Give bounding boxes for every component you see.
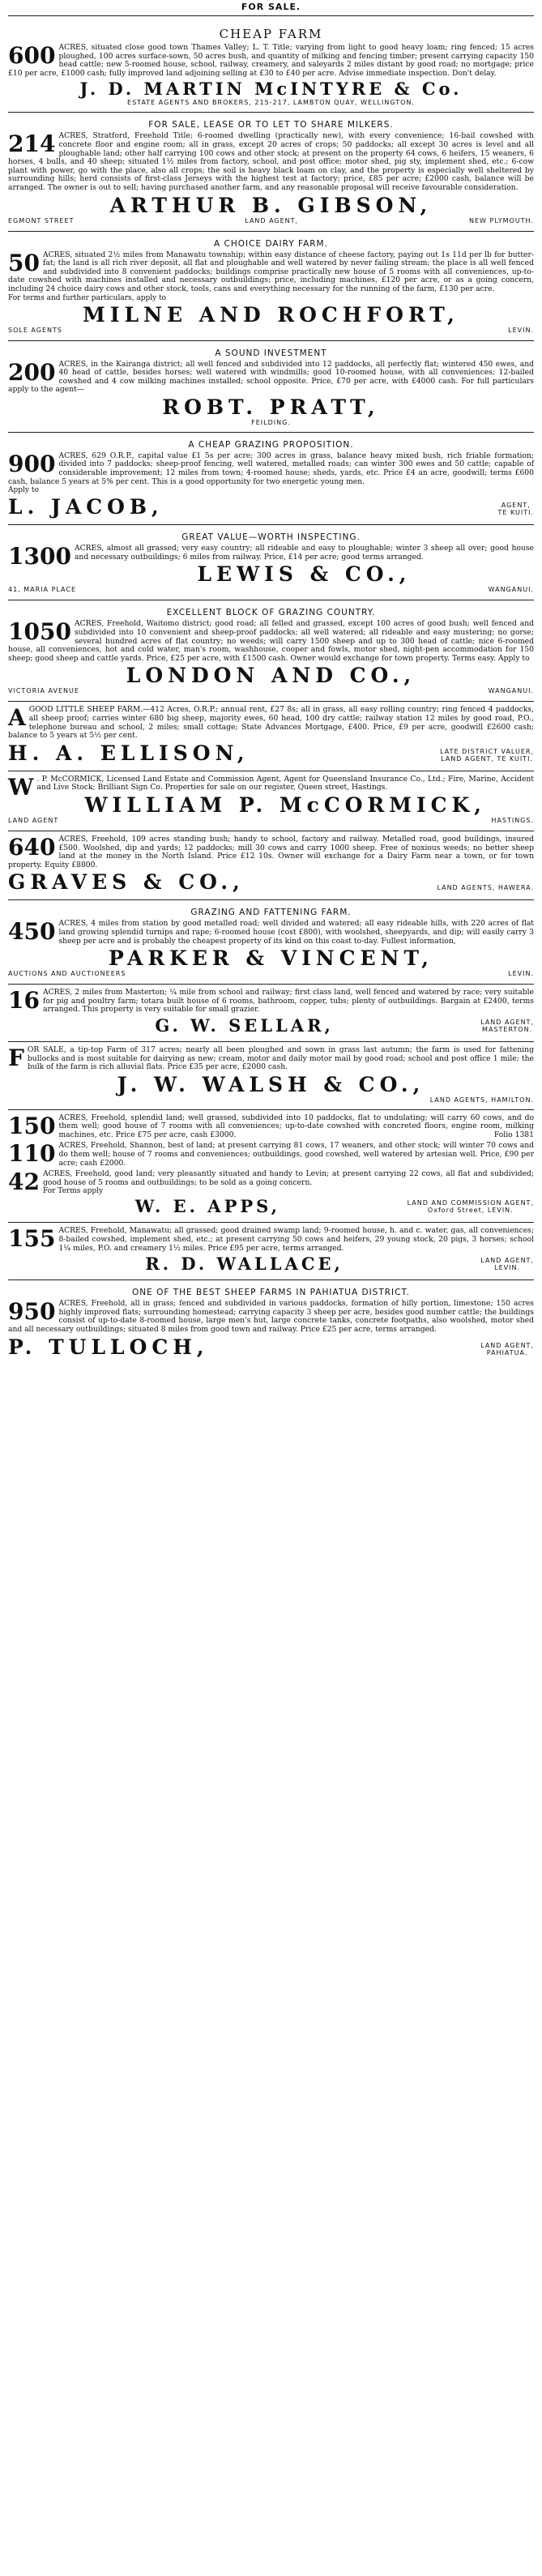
ad-body <box>8 920 534 946</box>
agent-block <box>8 1253 534 1274</box>
agent-address-row <box>8 687 534 695</box>
newspaper-page <box>8 0 534 1362</box>
ad-body <box>8 358 534 395</box>
acreage-number: 50 <box>8 249 40 276</box>
agent-block <box>8 1195 534 1216</box>
classified-ad <box>8 1225 534 1277</box>
ad-heading: A CHEAP GRAZING PROPOSITION. <box>188 439 354 450</box>
agent-name: L. JACOB, <box>8 495 164 519</box>
classified-ad <box>8 528 534 597</box>
agent-name: LEWIS & CO., <box>197 562 412 587</box>
ad-body <box>8 44 534 78</box>
classified-ad <box>8 903 534 981</box>
side-caption-top: LAND AND COMMISSION AGENT, <box>407 1199 534 1207</box>
acreage-number: 950 <box>8 1298 56 1326</box>
classified-ad <box>8 1113 534 1220</box>
address-right: WANGANUI. <box>488 586 534 594</box>
divider <box>8 1041 534 1042</box>
ad-body <box>8 251 534 294</box>
ad-text: ACRES, situated 2½ miles from Manawatu township; within easy distance of cheese factory, paying out 1s 11d per lb for butter-fat; the land is all rich river deposit, all flat and ploughable and well watered by never failing stream; the place is all well fenced and subdivided into 8 convenient paddocks; buildings comprise practically new house of 5 rooms with all conveniences, up-to-date cowshed with machines installed and necessary outbuildings; price, including machines, £120 per acre, or as a going concern, including 24 choice dairy cows and other stock, tools, cans and everything necessary for the running of the farm, £130 per acre. <box>8 250 534 293</box>
agent-name: PARKER & VINCENT, <box>109 946 433 971</box>
side-caption-bottom: MASTERTON. <box>482 1025 533 1033</box>
acreage-number: 1050 <box>8 618 71 646</box>
agent-block <box>8 741 534 765</box>
drop-cap: F <box>8 1044 24 1071</box>
agent-side-caption: LAND AGENTS, HAWERA. <box>437 884 534 892</box>
classified-ad <box>8 435 534 522</box>
agent-block <box>8 1015 534 1036</box>
divider <box>8 524 534 525</box>
acreage-number: 1300 <box>8 543 71 570</box>
acreage-number: 600 <box>8 42 56 69</box>
ad-body <box>8 620 534 663</box>
agent-address-row <box>8 217 534 225</box>
ad-text: ACRES, Freehold, Shannon, best of land; at present carrying 81 cows, 17 weaners, and other stock; will winter 70 cows and do them well; house of 7 rooms and conveniences; outbuildings, good cowshed, well watered by artesian well. Price, £90 per acre; cash £2000. <box>58 1141 534 1168</box>
ad-text: ACRES, Freehold, Waitomo district; good road; all felled and grassed, except 100 acres of good bush; well fenced and subdivided into 10 convenient and sheep-proof paddocks; all well watered; all rideable and easy mustering; no gorse; several hundred acres of flat country; no weeds; will carry 1500 sheep and up to 300 head of cattle; nice 6-roomed house, all conveniences, hot and cold water, man's room, washhouse, cooper and fowls, motor shed, night-pen accommodation for 150 sheep; good sheep and cattle yards. Price, £25 per acre, with £1500 cash. Owner would exchange for town property. Terms easy. Apply to <box>8 619 534 663</box>
address-left: 41, MARIA PLACE <box>8 586 77 594</box>
ad-body <box>8 1300 534 1334</box>
agent-address: ESTATE AGENTS AND BROKERS, 215-217, LAMBTON QUAY, WELLINGTON. <box>127 99 415 107</box>
ad-body <box>8 1114 534 1140</box>
ad-heading: ONE OF THE BEST SHEEP FARMS IN PAHIATUA DISTRICT. <box>132 1288 410 1298</box>
classified-ad <box>8 344 534 429</box>
agent-address: FEILDING. <box>251 418 291 426</box>
ad-text: ACRES, almost all grassed; very easy country; all rideable and easy to ploughable; winter 3 sheep all over; good house and necessary outbuildings; 6 miles from railway. Price, £14 per acre; good terms arranged. <box>74 544 534 562</box>
address-left: AUCTIONS AND AUCTIONEERS <box>8 970 126 978</box>
side-caption-bottom: PAHIATUA. <box>486 1348 528 1356</box>
side-caption-top: AGENT, <box>501 502 531 510</box>
ad-heading: GRAZING AND FATTENING FARM. <box>190 908 352 918</box>
divider <box>8 899 534 900</box>
divider <box>8 984 534 985</box>
side-caption-top: LATE DISTRICT VALUER, <box>440 747 534 755</box>
apply-line: For terms and further particulars, apply to <box>8 293 167 302</box>
agent-name: WILLIAM P. McCORMICK, <box>84 792 486 817</box>
agent-address-row <box>8 970 534 978</box>
address-right: WANGANUI. <box>488 687 534 695</box>
agent-name: J. W. WALSH & CO., <box>117 1072 425 1096</box>
divider <box>8 1109 534 1110</box>
acreage-number: 214 <box>8 130 56 158</box>
ad-heading: GREAT VALUE—WORTH INSPECTING. <box>181 532 361 543</box>
ad-body <box>8 1046 534 1072</box>
divider <box>8 1222 534 1223</box>
classified-ad <box>8 115 534 228</box>
agent-address-row <box>8 817 534 825</box>
ad-body <box>8 989 534 1015</box>
agent-name: LONDON AND CO., <box>126 664 416 688</box>
drop-cap: W <box>8 773 34 801</box>
apply-line: For Terms apply <box>42 1187 104 1196</box>
classified-ad <box>8 987 534 1039</box>
classified-ad <box>8 234 534 338</box>
ad-text: ACRES, 629 O.R.P., capital value £1 5s per acre; 300 acres in grass, balance heavy mixed bush, rich friable formation; divided into 7 paddocks; sheep-proof fencing, well watered, metalled roads; can winter 300 ewes and 50 cattle; capable of considerable improvement; 12 miles from town; 4-roomed house; sheds, yards, etc. Price £4 an acre, goodwill; terms £600 cash, balance 5 years at 5% per cent. This is a good opportunity for two energetic young men. <box>8 451 534 486</box>
agent-name: MILNE AND ROCHFORT, <box>83 302 459 327</box>
agent-block <box>8 1335 534 1359</box>
ad-text: ACRES, Freehold, Manawatu; all grassed; good drained swamp land; 9-roomed house, h. and c. water, gas, all conveniences; 8-bailed cowshed, implement shed, etc.; at present carrying 50 cows and heifers, 29 young stock, 20 pigs, 3 horses; school 1¼ miles, P.O. and creamery 1½ miles. Price £95 per acre, terms arranged. <box>58 1226 534 1253</box>
address-left: EGMONT STREET <box>8 216 75 224</box>
divider <box>8 701 534 702</box>
agent-name: J. D. MARTIN McINTYRE & Co. <box>79 79 463 100</box>
acreage-number: 16 <box>8 987 40 1015</box>
classified-ad <box>8 603 534 698</box>
address-mid: LAND AGENT, <box>245 216 299 224</box>
divider <box>8 432 534 433</box>
acreage-number: 110 <box>8 1140 56 1168</box>
ad-text: ACRES, Freehold, good land; very pleasantly situated and handy to Levin; at present carrying 22 cows, all flat and subdivided; good house of 5 rooms and outbuildings; to be sold as a going concern. <box>42 1169 534 1187</box>
classified-ad <box>8 774 534 828</box>
agent-address-row <box>8 327 534 335</box>
agent-side-caption <box>480 1342 534 1356</box>
agent-side-caption <box>440 748 534 763</box>
ad-text: ACRES, Stratford, Freehold Title; 6-roomed dwelling (practically new), with every convenience; 16-bail cowshed with concrete floor and engine room; all in grass, except 20 acres of crops; 50 paddocks; all except 30 acres is level and all ploughable land; other half carrying 100 cows and other stock; at present on the property 64 cows, 6 heifers, 15 weaners, 6 horses, 4 bulls, and 40 sheep; situated 1½ miles from factory, school, and post office; motor shed, pig sty, implement shed, etc.; 6-cow plant with power, go with the place, also all crops; the soil is heavy black loam on clay, and the property is especially well sheltered by surrounding hills; herd consists of first-class Jerseys with the highest test at factory; price, £85 per acre; £2000 cash, balance will be arranged. The owner is out to sell; having purchased another farm, and any reasonable proposal will receive favourable consideration. <box>8 131 534 192</box>
ad-heading: FOR SALE, LEASE OR TO LET TO SHARE MILKERS. <box>148 120 394 130</box>
acreage-number: 900 <box>8 450 56 477</box>
ad-body <box>8 132 534 192</box>
ad-text: ACRES, situated close good town Thames Valley; L. T. Title; varying from light to good heavy loam; ring fenced; 15 acres ploughed, 100 acres surface-sown, 50 acres bush, and quantity of milking and fencing timber; present carrying capacity 150 head cattle; new 5-roomed house, school, railway, creamery, and saleyards 2 miles distant by good road; no mortgage; price £10 per acre, £1000 cash; fully improved land adjoining selling at £30 to £40 per acre. Advise immediate inspection. Don't delay. <box>8 43 534 78</box>
agent-name: ARTHUR B. GIBSON, <box>109 193 433 217</box>
agent-side-caption <box>497 502 534 516</box>
agent-name: P. TULLOCH, <box>8 1335 209 1359</box>
side-caption-bottom: Oxford Street, LEVIN. <box>427 1207 514 1215</box>
address-right: LEVIN. <box>508 970 534 978</box>
address-left: VICTORIA AVENUE <box>8 687 79 695</box>
divider <box>8 15 534 16</box>
agent-name: W. E. APPS, <box>134 1196 280 1217</box>
address-right: HASTINGS. <box>491 816 534 824</box>
address-left: SOLE AGENTS <box>8 326 62 334</box>
page-title: FOR SALE. <box>241 2 301 12</box>
side-caption-top: LAND AGENT, <box>480 1018 534 1026</box>
side-caption-bottom: TE KUITI. <box>497 509 534 517</box>
agent-block <box>8 869 534 894</box>
agent-name: ROBT. PRATT, <box>162 395 380 419</box>
divider <box>8 1279 534 1280</box>
ad-heading: CHEAP FARM <box>219 27 323 41</box>
classified-ad <box>8 19 534 109</box>
ad-body <box>8 706 534 740</box>
address-right: LEVIN. <box>508 326 534 334</box>
acreage-number: 150 <box>8 1112 56 1139</box>
agent-name: G. W. SELLAR, <box>155 1015 334 1036</box>
classified-ad <box>8 1283 534 1361</box>
agent-address-row <box>8 586 534 594</box>
ad-text: OR SALE, a tip-top Farm of 317 acres; nearly all been ploughed and sown in grass last autumn; the farm is used for fattening bullocks and is most suitable for dairying as new; cream, motor and daily motor mail by good road; school and post office 1 mile; the bulk of the farm is rich alluvial flats. Price £35 per acre, £2000 cash. <box>27 1044 534 1072</box>
ad-text: ACRES, in the Kairanga district; all well fenced and subdivided into 12 paddocks, all perfectly flat; wintered 450 ewes, and 40 head of cattle, besides horses; well watered with windmills; good 10-roomed house, with all conveniences; 12-bailed cowshed and 4 cow milking machines installed; school opposite. Price, £70 per acre, with £4000 cash. For full particulars apply to the agent— <box>8 359 534 395</box>
acreage-number: 640 <box>8 833 56 861</box>
address-left: LAND AGENT <box>8 816 59 824</box>
ad-heading: A SOUND INVESTMENT <box>215 348 327 358</box>
apply-line: Apply to <box>8 486 39 495</box>
ad-heading: EXCELLENT BLOCK OF GRAZING COUNTRY. <box>166 608 376 618</box>
acreage-number: 200 <box>8 358 56 386</box>
agent-side-caption <box>408 1199 534 1214</box>
agent-side-caption <box>480 1019 534 1033</box>
classified-ad <box>8 834 534 897</box>
ad-heading: A CHOICE DAIRY FARM. <box>214 238 328 249</box>
agent-name: R. D. WALLACE, <box>145 1254 344 1275</box>
side-caption-bottom: LEVIN. <box>494 1264 521 1272</box>
ad-body <box>8 1227 534 1253</box>
acreage-number: 155 <box>8 1225 56 1253</box>
divider <box>8 340 534 341</box>
side-caption-bottom: LAND AGENT, TE KUITI. <box>441 754 533 763</box>
ad-text: . P. McCORMICK, Licensed Land Estate and Commission Agent, Agent for Queensland Insurance Co., Ltd.; Fire, Marine, Accident and Live Stock; Brilliant Sign Co. Properties for sale on our register, Queen street, Hastings. <box>36 774 534 792</box>
drop-cap: A <box>8 704 26 732</box>
classified-ad <box>8 704 534 767</box>
ad-body <box>8 543 534 570</box>
ad-text: ACRES, 2 miles from Masterton; ¼ mile from school and railway; first class land, well fenced and watered by race; very suitable for pig and poultry farm; totara built house of 6 rooms, bathroom, copper, tubs; plenty of outbuildings. Bargain at £2400, terms arranged. This property is very suitable for small grazier. <box>42 988 534 1015</box>
side-caption-top: LAND AGENT, <box>480 1257 534 1265</box>
acreage-number: 450 <box>8 918 56 946</box>
agent-block <box>8 494 534 519</box>
classified-ad <box>8 1044 534 1107</box>
ad-body <box>8 452 534 486</box>
ad-text: ACRES, Freehold, all in grass; fenced and subdivided in various paddocks, formation of hilly portion, limestone; 150 acres highly improved flats; surrounding homestead; carrying capacity 3 sheep per acre, besides good number cattle; the buildings consist of up-to-date 8-roomed house, large men's hut, large concrete tanks, concrete footpaths, also woolshed, motor shed and all necessary outbuildings; situated 8 miles from good town and railway. Price £25 per acre, terms arranged. <box>8 1299 534 1334</box>
ad-body <box>8 773 534 801</box>
ad-body <box>8 835 534 869</box>
acreage-number: 42 <box>8 1168 40 1196</box>
agent-side-caption <box>480 1257 534 1271</box>
ad-body <box>8 1142 534 1168</box>
ad-text: ACRES, 4 miles from station by good metalled road; well divided and watered; all easy rideable hills, with 220 acres of flat land growing splendid turnips and rape; 6-roomed house (cost £800), with woolshed, sheepyards, and dip; will easily carry 3 sheep per acre and is probably the cheapest property of its kind on this coast to-day. Fullest information, <box>58 919 534 946</box>
agent-name: H. A. ELLISON, <box>8 741 250 765</box>
ad-text: ACRES, Freehold, splendid land; well grassed, subdivided into 10 paddocks, flat to undulating; will carry 60 cows, and do them well; good house of 7 rooms with all conveniences; up-to-date cowshed with concreted floors, engine room, milking machines, etc. Price £75 per acre, cash £3000. <box>58 1113 534 1139</box>
ad-text: ACRES, Freehold, 109 acres standing bush; handy to school, factory and railway. Metalled road, good buildings, insured £500. Woolshed, dip and yards; 12 paddocks; mill 30 cows and carry 1000 sheep. Free of noxious weeds; no better sheep land at the money in the North Island. Price £12 10s. Owner will exchange for a Dairy Farm near a town, or for town property. Equity £8800. <box>8 834 534 869</box>
divider <box>8 231 534 232</box>
agent-name: GRAVES & CO., <box>8 870 245 895</box>
agent-address: LAND AGENTS, HAMILTON. <box>429 1096 534 1104</box>
side-caption-top: LAND AGENT, <box>480 1341 534 1349</box>
divider <box>8 112 534 113</box>
folio-number: Folio 1381 <box>493 1130 534 1139</box>
ad-text: GOOD LITTLE SHEEP FARM.—412 Acres, O.R.P.; annual rent, £27 8s; all in grass, all easy rolling country; ring fenced 4 paddocks, all sheep proof; carries winter 680 big sheep, majority ewes, 60 head, 100 dry cattle; railway station 12 miles by good road, P.O., telephone bureau and school, 2 miles; small cottage; State Advances Mortgage, £400. Price, £9 per acre, goodwill £2600 cash; balance to 5 years at 5½ per cent. <box>8 705 534 741</box>
address-right: NEW PLYMOUTH. <box>469 216 534 224</box>
